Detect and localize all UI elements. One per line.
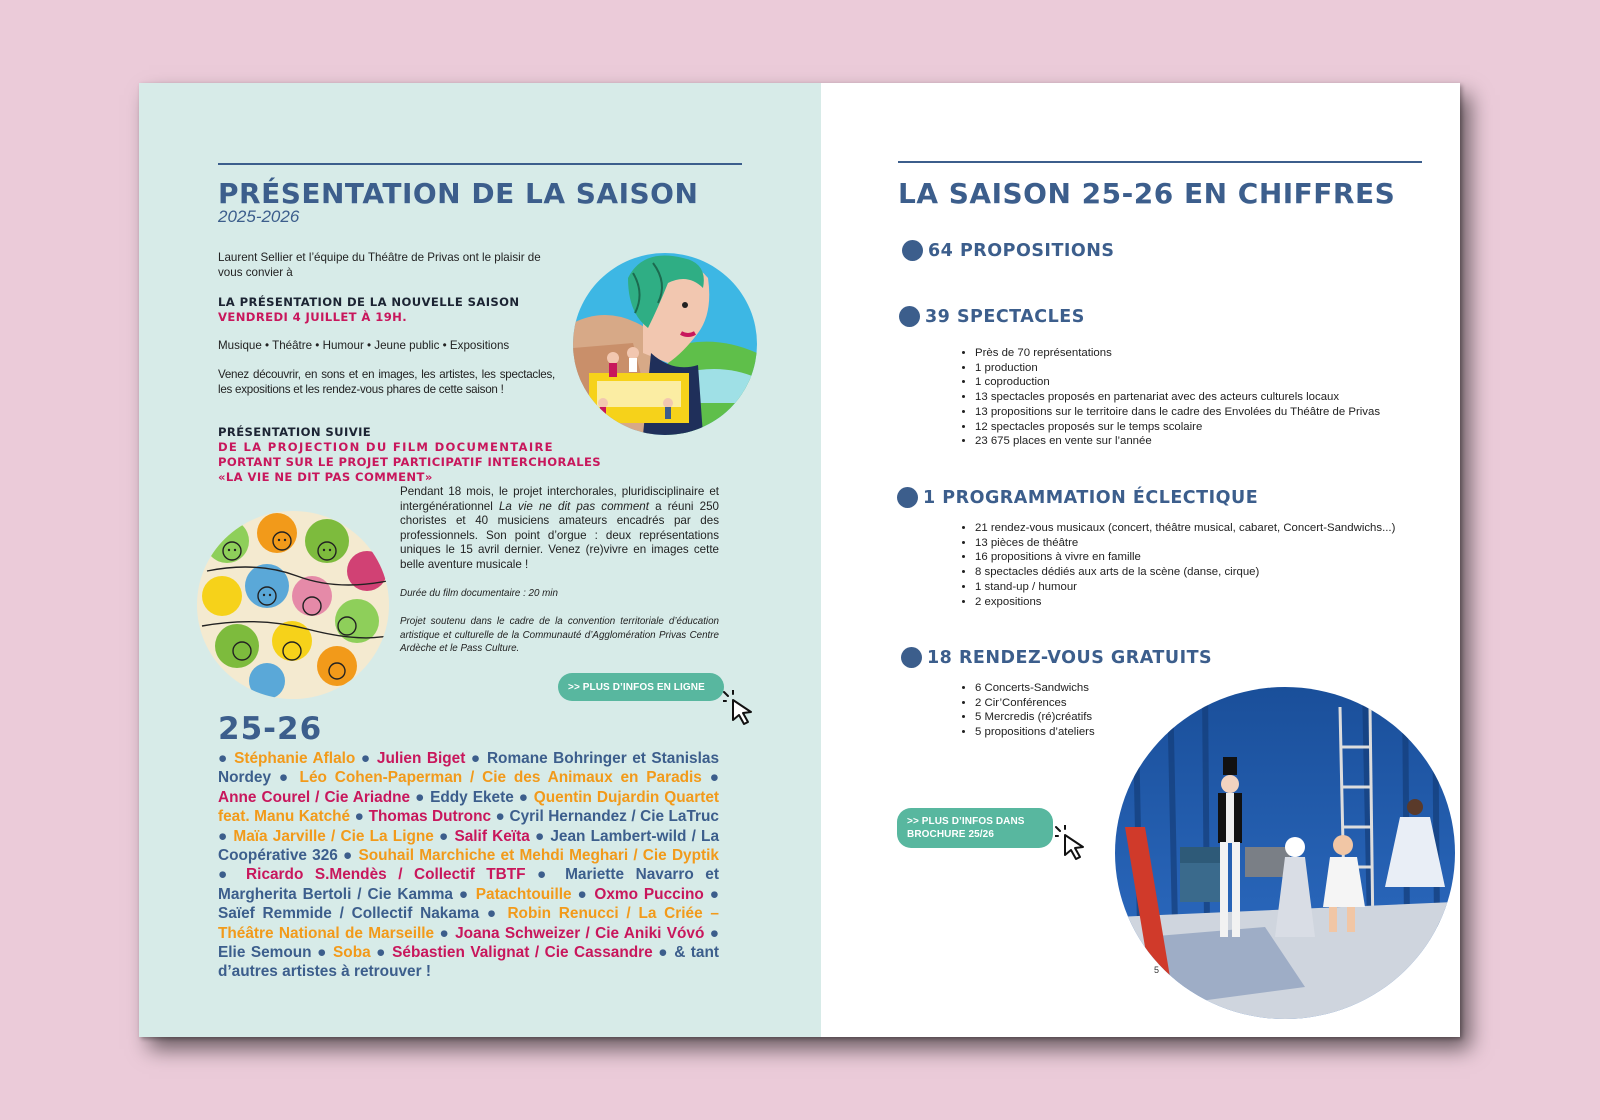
bullet-dot-icon: ● bbox=[278, 769, 300, 787]
artist-name: Ricardo S.Mendès / Collectif TBTF bbox=[246, 866, 538, 884]
artist-name: Romane Bohringer et Stanislas Nordey bbox=[218, 750, 720, 787]
bullet-dot-icon bbox=[902, 240, 923, 261]
page-subtitle: 2025-2026 bbox=[218, 207, 300, 226]
section-gratuits bbox=[901, 647, 1212, 668]
artist-name: Patachtouille bbox=[475, 885, 578, 903]
left-page bbox=[139, 83, 821, 1037]
event-date: VENDREDI 4 JUILLET À 19H. bbox=[218, 310, 408, 324]
artist-name: Stéphanie Aflalo bbox=[234, 750, 361, 767]
film-description bbox=[400, 485, 719, 572]
stage-photo bbox=[1115, 687, 1455, 1019]
artist-name: Léo Cohen-Paperman / Cie des Animaux en Paradis bbox=[299, 769, 710, 787]
artist-name: Robin Renucci / La Criée – Théâtre National de Marseille bbox=[218, 905, 719, 942]
list-item: • 1 stand-up / humour bbox=[975, 580, 1395, 595]
artist-name: Elie Semoun bbox=[218, 944, 318, 962]
bullet-dot-icon: ● bbox=[317, 944, 334, 962]
bullet-dot-icon: ● bbox=[218, 827, 234, 845]
section-heading: 18 RENDEZ-VOUS GRATUITS bbox=[927, 647, 1213, 668]
bullet-dot-icon: ● bbox=[495, 808, 510, 826]
bullet-dot-icon bbox=[899, 306, 920, 327]
artist-name: Julien Biget bbox=[376, 750, 471, 767]
choir-illustration bbox=[197, 511, 389, 699]
film-text-b: a réuni 250 choristes et 40 musiciens amateurs encadrés par des professionnels. Son point d’orgue : deux représentations uniques le 15 avril dernier. Venez (re)vivre en images cette belle aventure musicale ! bbox=[400, 499, 719, 571]
portrait-illustration bbox=[573, 253, 757, 435]
button-line-1: >> PLUS D’INFOS DANS bbox=[907, 816, 1025, 827]
discover-text: Venez découvrir, en sons et en images, les artistes, les spectacles, les expositions et les rendez-vous phares de cette saison ! bbox=[218, 368, 555, 396]
page-title: PRÉSENTATION DE LA SAISON bbox=[218, 177, 699, 210]
list-item: • 12 spectacles proposés sur le temps scolaire bbox=[975, 420, 1380, 435]
artist-name: Cyril Hernandez / Cie LaTruc bbox=[509, 808, 719, 826]
bullet-dot-icon: ● bbox=[534, 827, 551, 845]
stats-title: LA SAISON 25-26 EN CHIFFRES bbox=[898, 177, 1396, 210]
categories-line: Musique • Théâtre • Humour • Jeune public • Expositions bbox=[218, 339, 510, 352]
followed-line-2: PORTANT SUR LE PROJET PARTICIPATIF INTERCHORALES bbox=[218, 455, 602, 469]
artist-name: Sébastien Valignat / Cie Cassandre bbox=[392, 944, 659, 962]
artist-name: Thomas Dutronc bbox=[368, 808, 496, 826]
pointer-cursor-icon bbox=[1055, 825, 1089, 861]
list-item: • 23 675 places en vente sur l’année bbox=[975, 434, 1380, 449]
button-line-2: BROCHURE 25/26 bbox=[907, 829, 994, 840]
bullet-dot-icon: ● bbox=[439, 827, 455, 845]
bullet-dot-icon: ● bbox=[343, 847, 359, 865]
artists-list bbox=[218, 749, 719, 982]
bullet-dot-icon: ● bbox=[360, 750, 377, 767]
more-info-brochure-button[interactable] bbox=[897, 808, 1053, 848]
artist-name: Soba bbox=[333, 944, 377, 962]
artist-name: Quentin Dujardin Quartet feat. Manu Katché bbox=[218, 788, 720, 826]
programmation-list bbox=[955, 521, 1395, 609]
list-item: • 2 Cir’Conférences bbox=[975, 696, 1095, 711]
artist-name: Souhail Marchiche et Mehdi Meghari / Cie Dyptik bbox=[358, 847, 719, 865]
artist-name: Jean Lambert-wild / La Coopérative 326 bbox=[218, 827, 720, 865]
bullet-dot-icon: ● bbox=[458, 885, 476, 903]
artist-name: Oxmo Puccino bbox=[594, 885, 710, 903]
list-item: • 5 Mercredis (ré)créatifs bbox=[975, 710, 1095, 725]
bullet-dot-icon bbox=[901, 647, 922, 668]
bullet-dot-icon: ● bbox=[577, 885, 595, 903]
list-item: • Près de 70 représentations bbox=[975, 346, 1380, 361]
bullet-dot-icon: ● bbox=[658, 944, 675, 962]
list-item: • 13 spectacles proposés en partenariat avec des acteurs culturels locaux bbox=[975, 390, 1380, 405]
page-number: 5 bbox=[1154, 965, 1160, 975]
gratuits-list bbox=[955, 681, 1095, 740]
section-heading: 39 SPECTACLES bbox=[925, 306, 1085, 327]
artist-name: & tant d’autres artistes à retrouver ! bbox=[218, 944, 719, 981]
film-title-italic: La vie ne dit pas comment bbox=[498, 499, 649, 513]
more-info-online-button[interactable]: >> PLUS D’INFOS EN LIGNE bbox=[558, 673, 724, 701]
bullet-dot-icon: ● bbox=[218, 866, 247, 884]
list-item: • 2 expositions bbox=[975, 595, 1395, 610]
section-programmation bbox=[897, 487, 1258, 508]
artist-name: Maïa Jarville / Cie La Ligne bbox=[233, 827, 440, 845]
section-heading: 1 PROGRAMMATION ÉCLECTIQUE bbox=[923, 487, 1259, 508]
section-propositions bbox=[902, 240, 1115, 261]
followed-line-1: DE LA PROJECTION DU FILM DOCUMENTAIRE bbox=[218, 440, 554, 454]
artist-name: Joana Schweizer / Cie Aniki Vóvó bbox=[455, 924, 710, 942]
top-rule-right bbox=[898, 161, 1422, 163]
bullet-dot-icon bbox=[897, 487, 918, 508]
season-big-number: 25-26 bbox=[218, 711, 323, 747]
brochure-spread bbox=[139, 83, 1460, 1037]
artist-name: Saïef Remmide / Collectif Nakama bbox=[218, 905, 487, 923]
list-item: • 16 propositions à vivre en famille bbox=[975, 550, 1395, 565]
bullet-dot-icon: ● bbox=[376, 944, 393, 962]
list-item: • 1 coproduction bbox=[975, 375, 1380, 390]
list-item: • 13 propositions sur le territoire dans le cadre des Envolées du Théâtre de Privas bbox=[975, 405, 1380, 420]
top-rule bbox=[218, 163, 742, 165]
event-title: LA PRÉSENTATION DE LA NOUVELLE SAISON bbox=[218, 295, 520, 309]
list-item: • 8 spectacles dédiés aux arts de la scène (danse, cirque) bbox=[975, 565, 1395, 580]
bullet-dot-icon: ● bbox=[218, 750, 235, 767]
support-note: Projet soutenu dans le cadre de la convention territoriale d’éducation artistique et culturelle de la Communauté d’Agglomération Privas Centre Ardèche et le Pass Culture. bbox=[400, 616, 719, 655]
artist-name: Anne Courel / Cie Ariadne bbox=[218, 788, 416, 806]
film-text-a: Pendant 18 mois, le projet interchorales, pluridisciplinaire et intergénérationnel bbox=[400, 485, 719, 513]
pointer-cursor-icon bbox=[723, 690, 757, 726]
bullet-dot-icon: ● bbox=[709, 924, 720, 942]
artist-name: Eddy Ekete bbox=[430, 788, 519, 806]
film-duration: Durée du film documentaire : 20 min bbox=[400, 588, 558, 599]
bullet-dot-icon: ● bbox=[537, 866, 566, 884]
section-spectacles bbox=[899, 306, 1085, 327]
bullet-dot-icon: ● bbox=[486, 905, 508, 923]
artist-name: Salif Keïta bbox=[454, 827, 535, 845]
list-item: • 21 rendez-vous musicaux (concert, théâtre musical, cabaret, Concert-Sandwichs...) bbox=[975, 521, 1395, 536]
right-page bbox=[821, 83, 1460, 1037]
list-item: • 1 production bbox=[975, 361, 1380, 376]
intro-text: Laurent Sellier et l’équipe du Théâtre de Privas ont le plaisir de vous convier à bbox=[218, 251, 541, 279]
bullet-dot-icon: ● bbox=[354, 808, 369, 826]
section-heading: 64 PROPOSITIONS bbox=[928, 240, 1115, 261]
followed-line-3: «LA VIE NE DIT PAS COMMENT» bbox=[218, 470, 433, 484]
spectacles-list bbox=[955, 346, 1380, 449]
list-item: • 13 pièces de théâtre bbox=[975, 536, 1395, 551]
bullet-dot-icon: ● bbox=[470, 750, 487, 767]
bullet-dot-icon: ● bbox=[518, 788, 534, 806]
followed-title: PRÉSENTATION SUIVIE bbox=[218, 425, 372, 439]
bullet-dot-icon: ● bbox=[709, 769, 719, 787]
bullet-dot-icon: ● bbox=[415, 788, 431, 806]
list-item: • 6 Concerts-Sandwichs bbox=[975, 681, 1095, 696]
list-item: • 5 propositions d’ateliers bbox=[975, 725, 1095, 740]
bullet-dot-icon: ● bbox=[709, 885, 719, 903]
bullet-dot-icon: ● bbox=[439, 924, 456, 942]
artist-name: Mariette Navarro et Margherita Bertoli / Cie Kamma bbox=[218, 866, 719, 903]
